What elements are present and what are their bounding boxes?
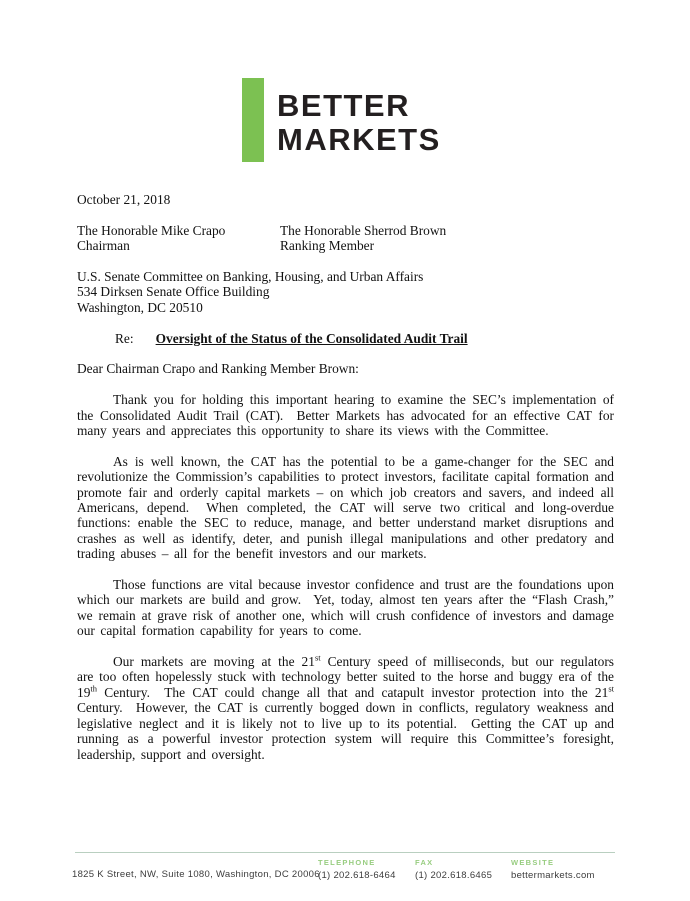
paragraph: Thank you for holding this important hearing to examine the SEC’s implementation of the Consolidated Audit Trail (CAT). Better Markets has advocated for an effective CAT for many years and appreciates this opportunity to share its views with the Committee. — [77, 392, 614, 439]
footer-telephone — [318, 858, 415, 881]
address-line: U.S. Senate Committee on Banking, Housing, and Urban Affairs — [77, 269, 424, 284]
address-line: Washington, DC 20510 — [77, 299, 203, 315]
logo-line1: BETTER — [277, 88, 410, 123]
paragraphs-container — [77, 392, 614, 762]
logo-line2: MARKETS — [277, 122, 441, 157]
recipient-name: The Honorable Sherrod Brown — [280, 222, 447, 238]
fax-value: (1) 202.618.6465 — [415, 870, 493, 881]
footer-fax — [415, 858, 511, 881]
re-line — [77, 331, 614, 346]
recipient-title: Ranking Member — [280, 238, 375, 254]
committee-address — [77, 269, 614, 315]
website-value: bettermarkets.com — [511, 870, 595, 881]
footer-divider — [75, 852, 615, 853]
website-label: WEBSITE — [511, 858, 555, 867]
ordinal-superscript: st — [608, 683, 614, 694]
page-footer — [72, 858, 624, 881]
recipient-title: Chairman — [77, 238, 130, 254]
re-label: Re: — [115, 330, 134, 346]
paragraph: As is well known, the CAT has the potential to be a game-changer for the SEC and revolutionize the Commission’s capabilities to protect investors, facilitate capital formation and promote fair and orderly capital markets – on which job creators and savers, and indeed all Americans, depend. When completed, the CAT will serve two critical and long-overdue functions: enable the SEC to reduce, manage, and better understand market disruptions and crashes as well as identify, deter, and punish illegal manipulations and other predatory and trading abuses – all for the benefit investors and our markets. — [77, 453, 614, 562]
paragraph: Our markets are moving at the 21st Century speed of milliseconds, but our regulators are too often hopelessly stuck with technology better suited to the horse and buggy era of the 19th Century. The CAT could change all that and catapult investor protection into the 21st Century. However, the CAT is currently bogged down in conflicts, regulatory weakness and legislative neglect and it is likely not to live up to its potential. Getting the CAT up and running as a powerful investor protection system will require this Committee’s foresight, leadership, support and oversight. — [77, 652, 614, 762]
logo-wordmark — [277, 89, 441, 162]
footer-website — [511, 858, 624, 881]
telephone-value: (1) 202.618-6464 — [318, 870, 396, 881]
recipient-left — [77, 223, 280, 254]
letter-date: October 21, 2018 — [77, 192, 171, 207]
ordinal-superscript: th — [90, 683, 98, 694]
recipient-right — [280, 223, 446, 254]
brand-green-bar — [242, 78, 264, 162]
re-subject: Oversight of the Status of the Consolidated Audit Trail — [155, 330, 468, 346]
letter-body — [77, 192, 614, 762]
better-markets-logo — [242, 78, 441, 162]
recipient-name: The Honorable Mike Crapo — [77, 222, 226, 238]
recipients-row — [77, 223, 614, 254]
salutation: Dear Chairman Crapo and Ranking Member Brown: — [77, 361, 359, 377]
footer-address: 1825 K Street, NW, Suite 1080, Washington, DC 20006 — [72, 869, 320, 880]
paragraph: Those functions are vital because investor confidence and trust are the foundations upon which our markets are build and grow. Yet, today, almost ten years after the “Flash Crash,” we remain at grave risk of another one, which will crush confidence of investors and damage our capital formation capability for years to come. — [77, 577, 614, 639]
ordinal-superscript: st — [314, 652, 321, 663]
fax-label: FAX — [415, 858, 434, 867]
address-line: 534 Dirksen Senate Office Building — [77, 284, 270, 300]
telephone-label: TELEPHONE — [318, 858, 376, 867]
